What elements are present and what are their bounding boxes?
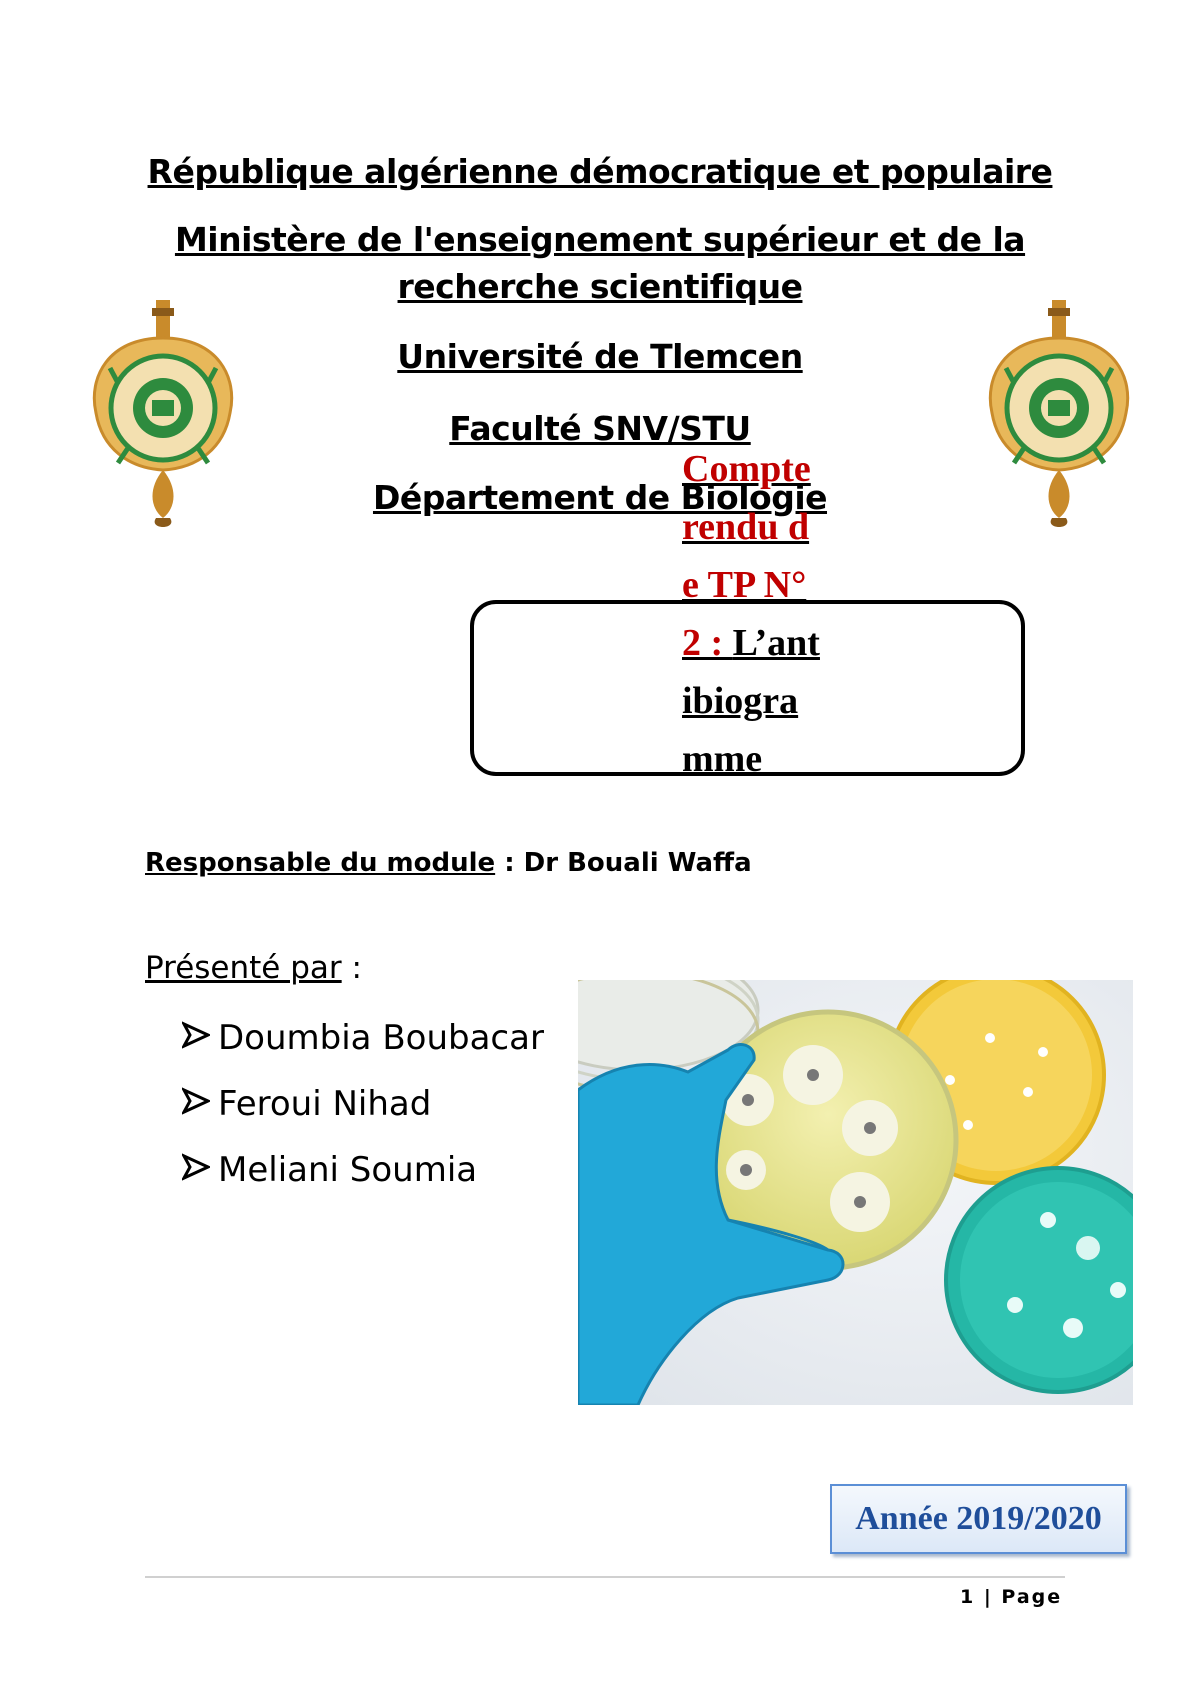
university-logo-right [984,298,1134,538]
module-responsible [145,848,752,878]
header-republic: République algérienne démocratique et populaire [147,152,1053,191]
header-university: Université de Tlemcen [397,337,803,376]
page-number [960,1586,1062,1608]
module-responsible-label: Responsable du module [145,848,496,878]
petri-dish-photo [578,980,1133,1405]
page-number-label: | Page [975,1586,1063,1608]
university-logo-left [88,298,238,538]
presented-by [145,950,362,986]
module-responsible-value: : Dr Bouali Waffa [495,848,752,878]
arrow-bullet-icon [182,1021,210,1049]
arrow-bullet-icon [182,1087,210,1115]
header-ministry-line1: Ministère de l'enseignement supérieur et de la [174,220,1026,259]
header-department: Département de Biologie [372,478,828,517]
list-item [182,1018,544,1058]
arrow-bullet-icon [182,1153,210,1181]
presented-by-suffix: : [341,950,362,986]
report-title-subject: L’antibiogramme [682,622,820,780]
header-faculty: Faculté SNV/STU [449,409,751,448]
academic-year: Année 2019/2020 [830,1484,1127,1554]
footer-divider [145,1576,1065,1578]
report-title [682,440,822,788]
presented-by-label: Présenté par [145,950,342,986]
student-name: Doumbia Boubacar [218,1018,544,1058]
report-title-red: Compte rendu de TP N° 2 : [682,448,811,664]
list-item [182,1150,477,1190]
student-name: Feroui Nihad [218,1084,432,1124]
header-ministry-line2: recherche scientifique [397,267,803,306]
page-number-value: 1 [960,1586,976,1608]
student-name: Meliani Soumia [218,1150,478,1190]
list-item [182,1084,431,1124]
